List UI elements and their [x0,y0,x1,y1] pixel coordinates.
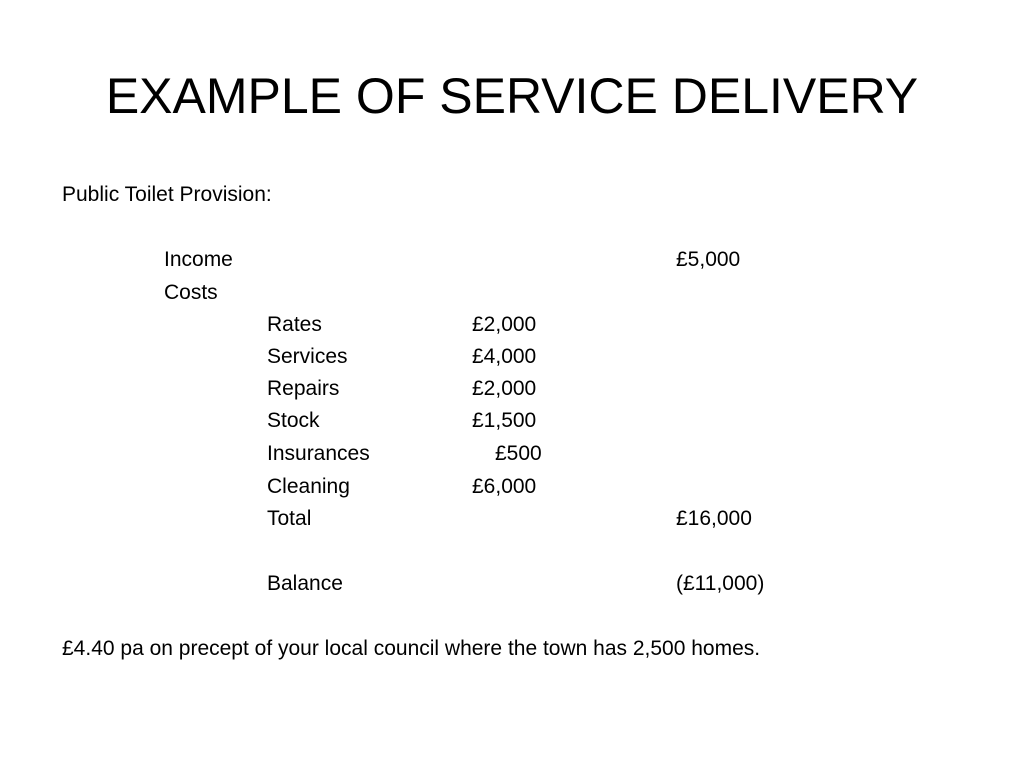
cost-item-value: £2,000 [472,377,537,400]
slide-title: EXAMPLE OF SERVICE DELIVERY [105,68,919,124]
footnote: £4.40 pa on precept of your local council where the town has 2,500 homes. [62,637,761,660]
cost-item-label: Services [267,345,348,368]
cost-item-label: Insurances [267,442,370,465]
cost-item-value: £1,500 [472,409,537,432]
cost-item-value: £6,000 [472,475,537,498]
cost-item-label: Stock [267,409,320,432]
cost-item-value: £4,000 [472,345,537,368]
balance-value: (£11,000) [676,572,765,595]
total-value: £16,000 [676,507,752,530]
cost-item-value: £500 [495,442,542,465]
income-label: Income [164,248,233,271]
cost-item-label: Rates [267,313,322,336]
income-value: £5,000 [676,248,741,271]
section-heading: Public Toilet Provision: [62,183,272,206]
total-label: Total [267,507,312,530]
cost-item-label: Cleaning [267,475,350,498]
balance-label: Balance [267,572,343,595]
costs-label: Costs [164,281,218,304]
cost-item-value: £2,000 [472,313,537,336]
cost-item-label: Repairs [267,377,340,400]
